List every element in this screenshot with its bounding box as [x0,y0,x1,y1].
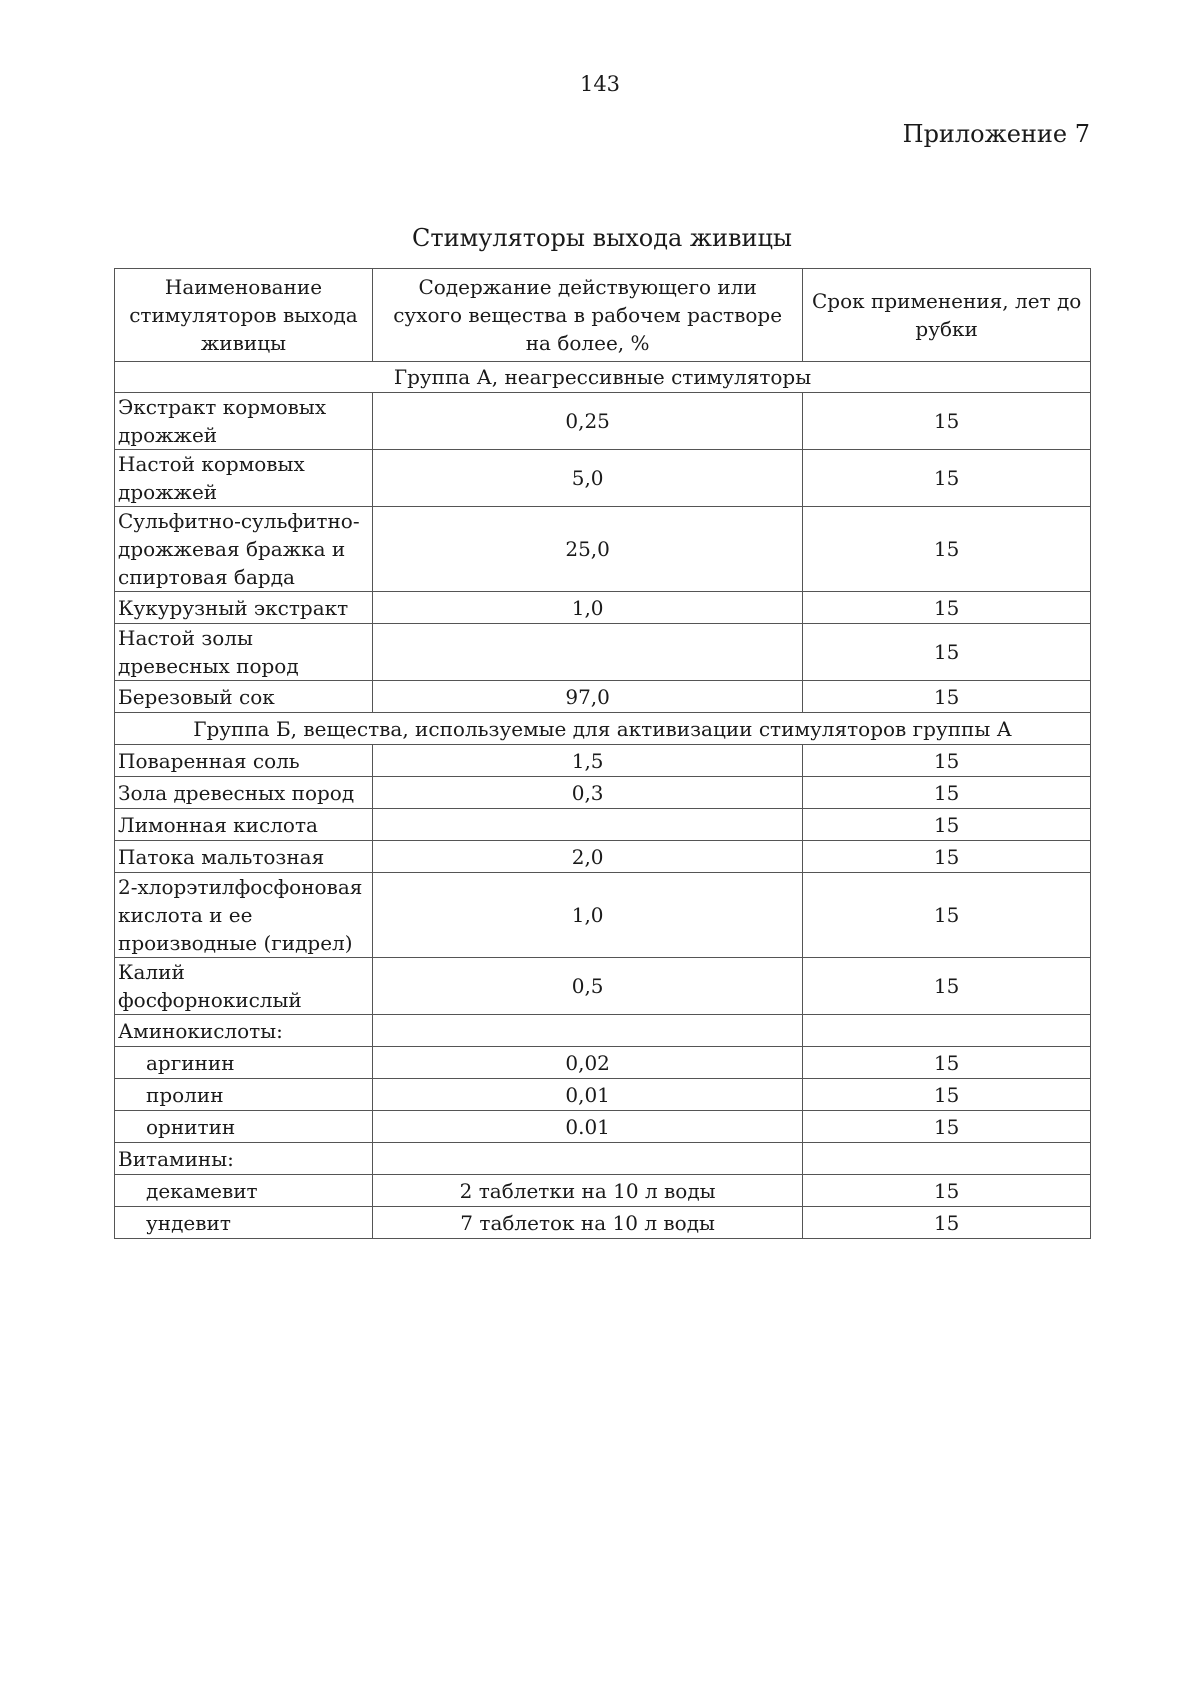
row-name: Калий фосфорнокислый [115,958,373,1015]
row-name: ундевит [115,1207,373,1239]
row-term: 15 [803,1047,1091,1079]
table-row [115,507,1091,592]
row-term [803,1015,1091,1047]
table-row [115,1079,1091,1111]
table-row [115,1143,1091,1175]
table-row [115,873,1091,958]
row-term: 15 [803,681,1091,713]
row-name: Кукурузный экстракт [115,592,373,624]
row-name: Патока мальтозная [115,841,373,873]
group-a-title: Группа А, неагрессивные стимуляторы [115,362,1091,393]
row-content: 25,0 [372,507,802,592]
group-b-title: Группа Б, вещества, используемые для активизации стимуляторов группы А [115,713,1091,745]
row-name: Аминокислоты: [115,1015,373,1047]
table-row [115,1175,1091,1207]
row-name: Зола древесных пород [115,777,373,809]
row-term: 15 [803,745,1091,777]
row-term: 15 [803,958,1091,1015]
row-term: 15 [803,1079,1091,1111]
table-row [115,1207,1091,1239]
row-term: 15 [803,592,1091,624]
table-row [115,592,1091,624]
table-row [115,1111,1091,1143]
row-content: 7 таблеток на 10 л воды [372,1207,802,1239]
row-term: 15 [803,1175,1091,1207]
table-title: Стимуляторы выхода живицы [411,224,793,252]
row-name: аргинин [115,1047,373,1079]
table-row [115,450,1091,507]
table-row [115,1047,1091,1079]
table-row [115,624,1091,681]
table-header-row [115,269,1091,362]
row-content: 0,02 [372,1047,802,1079]
row-content: 5,0 [372,450,802,507]
table-row [115,777,1091,809]
row-name: Сульфитно-сульфитно-дрожжевая бражка и спиртовая барда [115,507,373,592]
row-name: декамевит [115,1175,373,1207]
table-row [115,393,1091,450]
header-content: Содержание действующего или сухого вещества в рабочем растворе на более, % [372,269,802,362]
row-term: 15 [803,1111,1091,1143]
table-row [115,745,1091,777]
row-content: 1,0 [372,592,802,624]
row-name: 2-хлорэтилфосфоновая кислота и ее производные (гидрел) [115,873,373,958]
table-row [115,841,1091,873]
table-row [115,1015,1091,1047]
table-row [115,809,1091,841]
row-content: 0.01 [372,1111,802,1143]
page-number: 143 [579,72,621,96]
row-name: Лимонная кислота [115,809,373,841]
row-content: 2,0 [372,841,802,873]
row-term: 15 [803,777,1091,809]
row-name: Экстракт кормовых дрожжей [115,393,373,450]
row-term: 15 [803,873,1091,958]
row-content [372,624,802,681]
row-name: Настой золы древесных пород [115,624,373,681]
group-a-row [115,362,1091,393]
group-b-row [115,713,1091,745]
row-content [372,1143,802,1175]
row-name: Березовый сок [115,681,373,713]
row-term: 15 [803,624,1091,681]
row-term: 15 [803,841,1091,873]
header-term: Срок применения, лет до рубки [803,269,1091,362]
table-row [115,958,1091,1015]
row-name: орнитин [115,1111,373,1143]
row-content: 97,0 [372,681,802,713]
row-name: пролин [115,1079,373,1111]
row-term: 15 [803,507,1091,592]
row-content [372,809,802,841]
table-row [115,681,1091,713]
row-content: 1,5 [372,745,802,777]
row-term: 15 [803,1207,1091,1239]
row-name: Настой кормовых дрожжей [115,450,373,507]
row-content: 0,25 [372,393,802,450]
header-name: Наименование стимуляторов выхода живицы [115,269,373,362]
row-content: 2 таблетки на 10 л воды [372,1175,802,1207]
row-content: 1,0 [372,873,802,958]
stimulators-table [114,268,1091,1239]
row-term: 15 [803,809,1091,841]
row-term [803,1143,1091,1175]
row-content: 0,3 [372,777,802,809]
row-content: 0,01 [372,1079,802,1111]
row-name: Витамины: [115,1143,373,1175]
appendix-label: Приложение 7 [902,120,1090,148]
row-term: 15 [803,450,1091,507]
row-content [372,1015,802,1047]
row-content: 0,5 [372,958,802,1015]
row-term: 15 [803,393,1091,450]
row-name: Поваренная соль [115,745,373,777]
